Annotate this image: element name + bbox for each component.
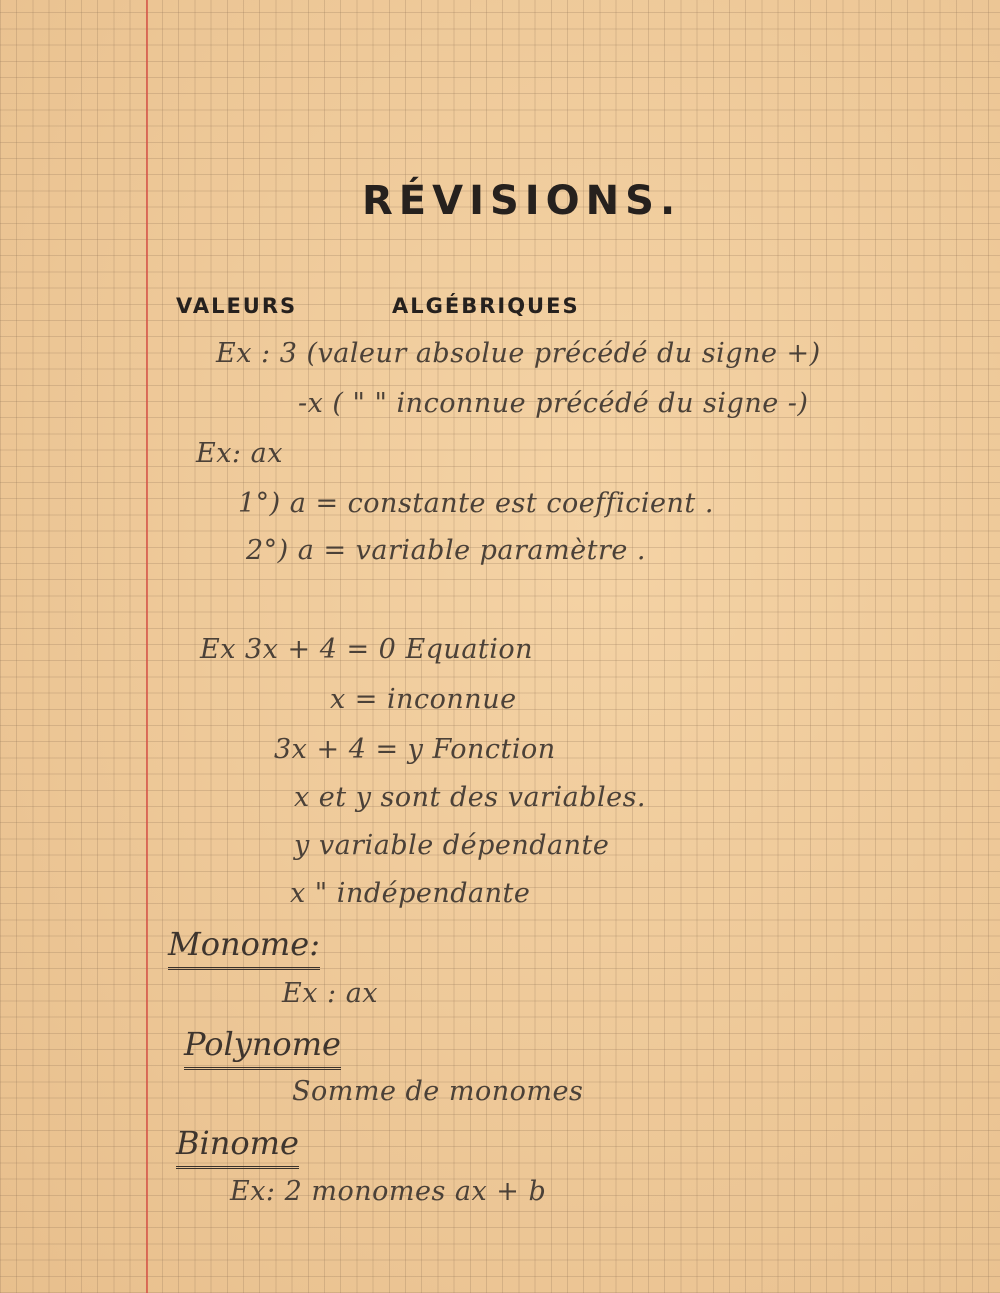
line-equation: Ex 3x + 4 = 0 Equation bbox=[200, 634, 534, 665]
heading-algebriques: ALGÉBRIQUES bbox=[392, 294, 580, 318]
line-example-unknown: -x ( " " inconnue précédé du signe -) bbox=[298, 388, 809, 419]
line-polynome-definition: Somme de monomes bbox=[292, 1076, 584, 1107]
line-binome-example: Ex: 2 monomes ax + b bbox=[230, 1176, 547, 1207]
line-constant-coefficient: 1°) a = constante est coefficient . bbox=[238, 488, 714, 519]
line-example-ax: Ex: ax bbox=[196, 438, 283, 469]
line-variable-parameter: 2°) a = variable paramètre . bbox=[246, 535, 647, 566]
line-monome-example: Ex : ax bbox=[282, 978, 379, 1009]
line-x-unknown: x = inconnue bbox=[330, 684, 517, 715]
page-title: RÉVISIONS. bbox=[362, 178, 682, 224]
section-monome-heading: Monome: bbox=[168, 925, 320, 970]
section-polynome-heading: Polynome bbox=[184, 1025, 341, 1070]
line-independent-variable: x " indépendante bbox=[290, 878, 531, 909]
heading-valeurs: VALEURS bbox=[176, 294, 298, 318]
notebook-margin-line bbox=[146, 0, 148, 1293]
line-dependent-variable: y variable dépendante bbox=[294, 830, 610, 861]
line-function: 3x + 4 = y Fonction bbox=[274, 734, 556, 765]
line-example-absolute-value: Ex : 3 (valeur absolue précédé du signe +) bbox=[216, 338, 821, 369]
line-variables: x et y sont des variables. bbox=[294, 782, 647, 813]
section-binome-heading: Binome bbox=[176, 1124, 299, 1169]
